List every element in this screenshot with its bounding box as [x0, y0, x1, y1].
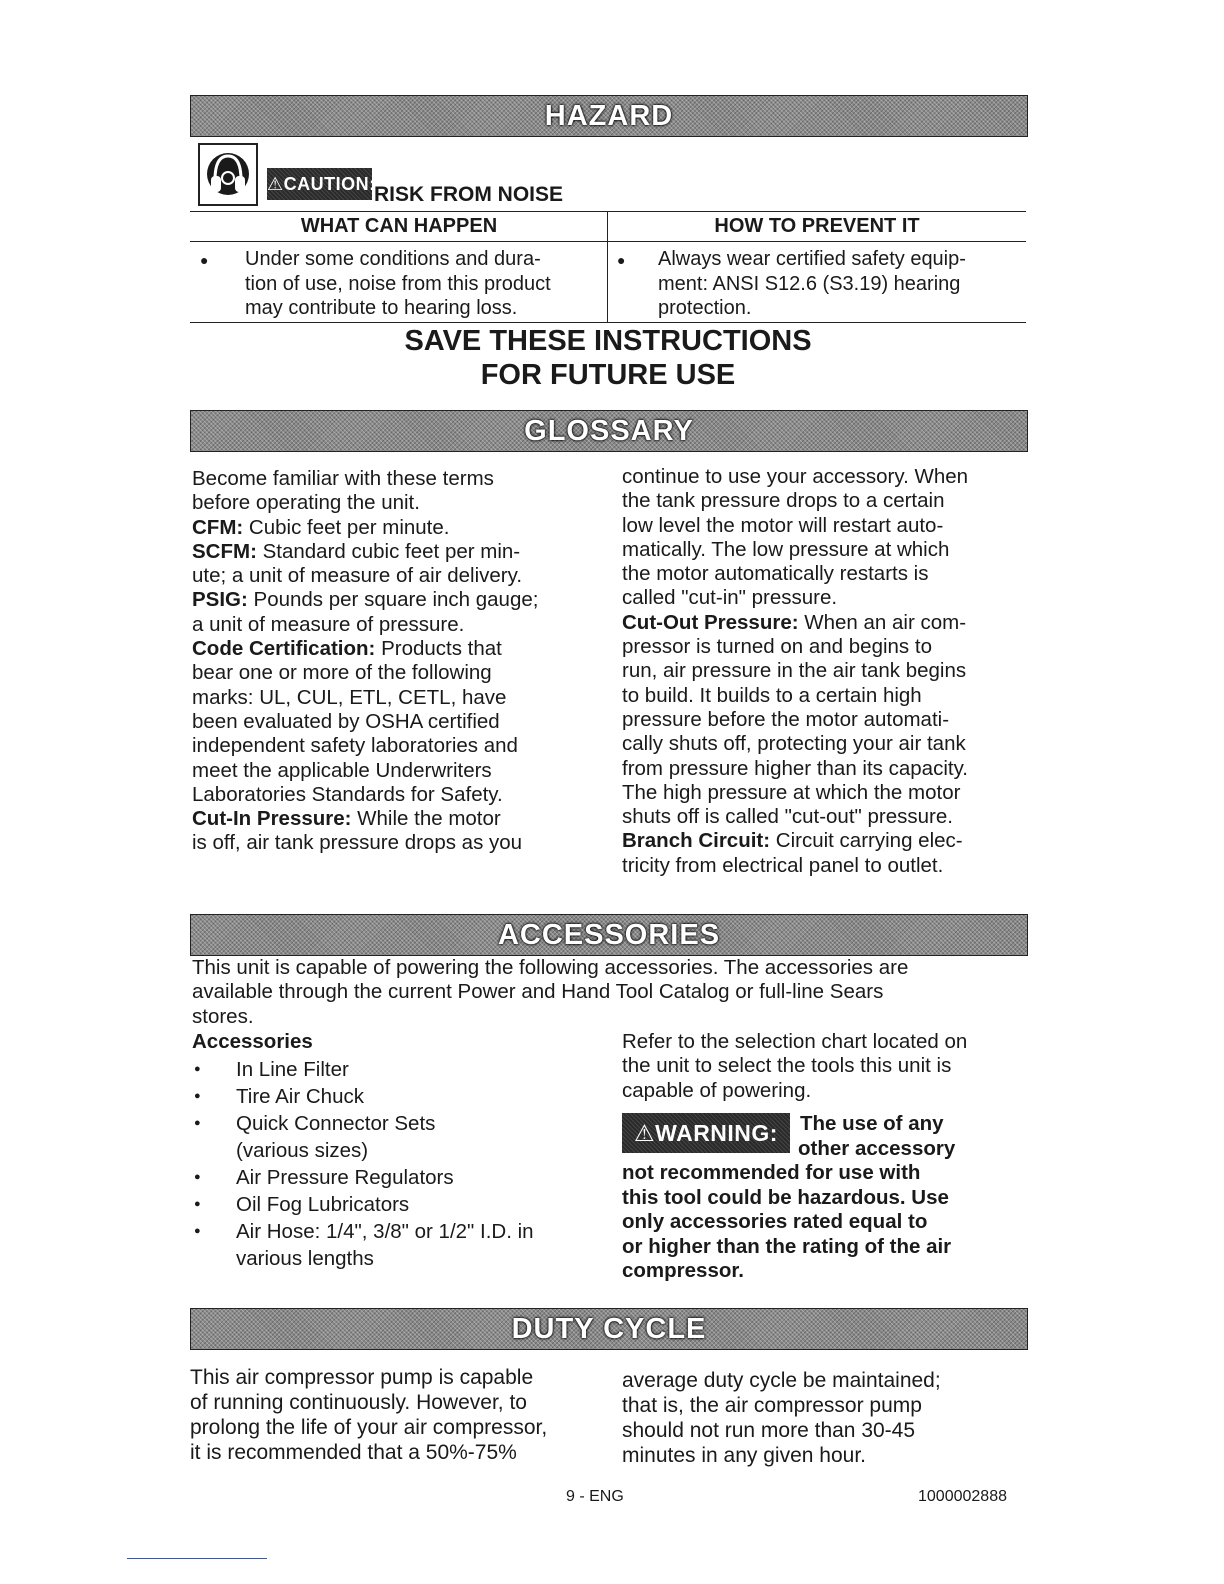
save-instructions-line2: FOR FUTURE USE: [480, 359, 736, 391]
text-line: cally shuts off, protecting your air tank: [622, 732, 966, 756]
text-line: bear one or more of the following: [192, 661, 492, 685]
text-line: only accessories rated equal to: [622, 1210, 928, 1233]
text-line: (various sizes): [236, 1139, 369, 1162]
glossary-entry-cut-in-pressure: [192, 807, 602, 856]
text-line: other accessory: [798, 1136, 956, 1160]
text-line: Become familiar with these terms: [192, 467, 494, 490]
text-line: it is recommended that a 50%-75%: [190, 1441, 517, 1464]
text-line: a unit of measure of pressure.: [192, 612, 465, 636]
glossary-banner: GLOSSARY: [190, 410, 1028, 452]
save-instructions-line1: SAVE THESE INSTRUCTIONS: [404, 325, 812, 357]
text-line: to build. It builds to a certain high: [622, 683, 922, 707]
list-item: ● Oil Fog Lubricators: [190, 1191, 600, 1218]
duty-cycle-banner: DUTY CYCLE: [190, 1308, 1028, 1350]
list-item: ● Tire Air Chuck: [190, 1083, 600, 1110]
accessories-list: [190, 1056, 600, 1272]
text-line: Cubic feet per minute.: [243, 515, 450, 539]
hearing-protection-icon: [198, 143, 258, 206]
text-line: this tool could be hazardous. Use: [622, 1185, 949, 1209]
list-item: ● Air Pressure Regulators: [190, 1164, 600, 1191]
text-line: The use of any: [800, 1112, 944, 1135]
text-line: Laboratories Standards for Safety.: [192, 782, 503, 806]
glossary-term: PSIG:: [192, 588, 248, 612]
glossary-continuation: [622, 465, 1026, 611]
text-line: This air compressor pump is capable: [190, 1366, 534, 1389]
list-item: [190, 1110, 600, 1164]
text-line: prolong the life of your air compressor,: [190, 1416, 548, 1439]
table-top-rule: [190, 211, 1026, 212]
text-line: may contribute to hearing loss.: [245, 297, 518, 319]
warning-signal-word: ⚠WARNING:: [622, 1113, 790, 1153]
text-line: called "cut-in" pressure.: [622, 586, 838, 610]
text-line: the motor automatically restarts is: [622, 562, 929, 586]
text-line: compressor.: [622, 1259, 744, 1282]
text-line: Standard cubic feet per min-: [256, 539, 521, 563]
accessories-banner: ACCESSORIES: [190, 914, 1028, 956]
text-line: of running continuously. However, to: [190, 1391, 527, 1414]
col-how-to-prevent: HOW TO PREVENT IT: [714, 215, 920, 237]
text-line: stores.: [192, 1004, 254, 1028]
text-line: average duty cycle be maintained;: [622, 1369, 941, 1392]
hazard-banner: HAZARD: [190, 95, 1028, 137]
text-line: been evaluated by OSHA certified: [192, 709, 500, 733]
text-line: pressor is turned on and begins to: [622, 635, 932, 659]
text-line: ● Quick Connector Sets: [236, 1112, 436, 1135]
bullet: ●: [617, 252, 626, 268]
selection-chart-note: [622, 1030, 1026, 1103]
text-line: ment: ANSI S12.6 (S3.19) hearing: [658, 272, 961, 295]
glossary-right-column: [622, 465, 1026, 878]
list-item: ● In Line Filter: [190, 1056, 600, 1083]
what-can-happen-text: [245, 247, 551, 321]
text-line: marks: UL, CUL, ETL, CETL, have: [192, 685, 507, 709]
text-line: The high pressure at which the motor: [622, 780, 961, 804]
text-line: run, air pressure in the air tank begins: [622, 659, 967, 683]
duty-cycle-left: [190, 1365, 605, 1465]
text-line: This unit is capable of powering the following accessories. The accessories are: [192, 956, 909, 979]
text-line: independent safety laboratories and: [192, 734, 518, 758]
glossary-term: CFM:: [192, 515, 244, 539]
glossary-intro: [192, 467, 602, 516]
glossary-entry-code-certification: [192, 637, 602, 807]
glossary-entry-scfm: [192, 540, 602, 589]
accessories-intro: [192, 956, 1026, 1029]
text-line: Products that: [375, 637, 502, 661]
duty-cycle-right: [622, 1368, 1026, 1468]
text-line: that is, the air compressor pump: [622, 1394, 922, 1417]
text-line: Refer to the selection chart located on: [622, 1030, 968, 1053]
text-line: ● Air Hose: 1/4", 3/8" or 1/2" I.D. in: [236, 1220, 534, 1243]
list-item: [190, 1218, 600, 1272]
accessories-heading: Accessories: [192, 1030, 313, 1053]
scan-edge-line: [127, 1558, 267, 1559]
text-line: the unit to select the tools this unit is: [622, 1054, 952, 1078]
text-line: capable of powering.: [622, 1078, 812, 1102]
glossary-entry-cfm: [192, 516, 602, 540]
glossary-entry-psig: [192, 588, 602, 637]
glossary-term: Cut-Out Pressure:: [622, 610, 799, 634]
text-line: shuts off is called "cut-out" pressure.: [622, 805, 953, 829]
text-line: is off, air tank pressure drops as you: [192, 831, 523, 855]
text-line: tion of use, noise from this product: [245, 272, 551, 295]
risk-title: RISK FROM NOISE: [374, 183, 564, 206]
glossary-term: Cut-In Pressure:: [192, 807, 352, 831]
table-bottom-rule: [190, 322, 1026, 323]
text-line: various lengths: [236, 1247, 374, 1270]
col-what-can-happen: WHAT CAN HAPPEN: [300, 215, 498, 237]
how-to-prevent-text: [658, 247, 966, 321]
text-line: Always wear certified safety equip-: [658, 248, 966, 270]
text-line: Circuit carrying elec-: [770, 829, 963, 853]
glossary-term: Branch Circuit:: [622, 829, 771, 853]
text-line: meet the applicable Underwriters: [192, 758, 492, 782]
glossary-entry-cut-out-pressure: [622, 611, 1026, 830]
glossary-left-column: [192, 467, 602, 856]
page-number: 9 - ENG: [566, 1488, 624, 1505]
warning-text: [622, 1161, 1026, 1284]
text-line: ute; a unit of measure of air delivery.: [192, 564, 523, 588]
text-line: minutes in any given hour.: [622, 1444, 866, 1467]
text-line: tricity from electrical panel to outlet.: [622, 853, 944, 877]
text-line: available through the current Power and Hand Tool Catalog or full-line Sears: [192, 980, 884, 1004]
text-line: low level the motor will restart auto-: [622, 513, 944, 537]
table-column-divider: [607, 211, 608, 323]
text-line: Pounds per square inch gauge;: [247, 588, 539, 612]
bullet: ●: [200, 252, 209, 268]
text-line: not recommended for use with: [622, 1161, 921, 1184]
text-line: pressure before the motor automati-: [622, 707, 950, 731]
glossary-term: Code Certification:: [192, 637, 376, 661]
glossary-term: SCFM:: [192, 539, 257, 563]
warning-head: [800, 1112, 955, 1161]
text-line: Under some conditions and dura-: [245, 248, 541, 270]
text-line: should not run more than 30-45: [622, 1419, 916, 1442]
document-number: 1000002888: [918, 1488, 1007, 1505]
text-line: protection.: [658, 297, 752, 319]
text-line: the tank pressure drops to a certain: [622, 489, 945, 513]
text-line: from pressure higher than its capacity.: [622, 756, 968, 780]
text-line: matically. The low pressure at which: [622, 537, 950, 561]
text-line: While the motor: [351, 807, 501, 831]
caution-signal-word: ⚠CAUTION:: [267, 168, 372, 200]
text-line: When an air com-: [798, 610, 967, 634]
text-line: or higher than the rating of the air: [622, 1234, 952, 1258]
text-line: before operating the unit.: [192, 491, 420, 515]
table-header-rule: [190, 241, 1026, 242]
glossary-entry-branch-circuit: [622, 829, 1026, 878]
text-line: continue to use your accessory. When: [622, 465, 969, 488]
